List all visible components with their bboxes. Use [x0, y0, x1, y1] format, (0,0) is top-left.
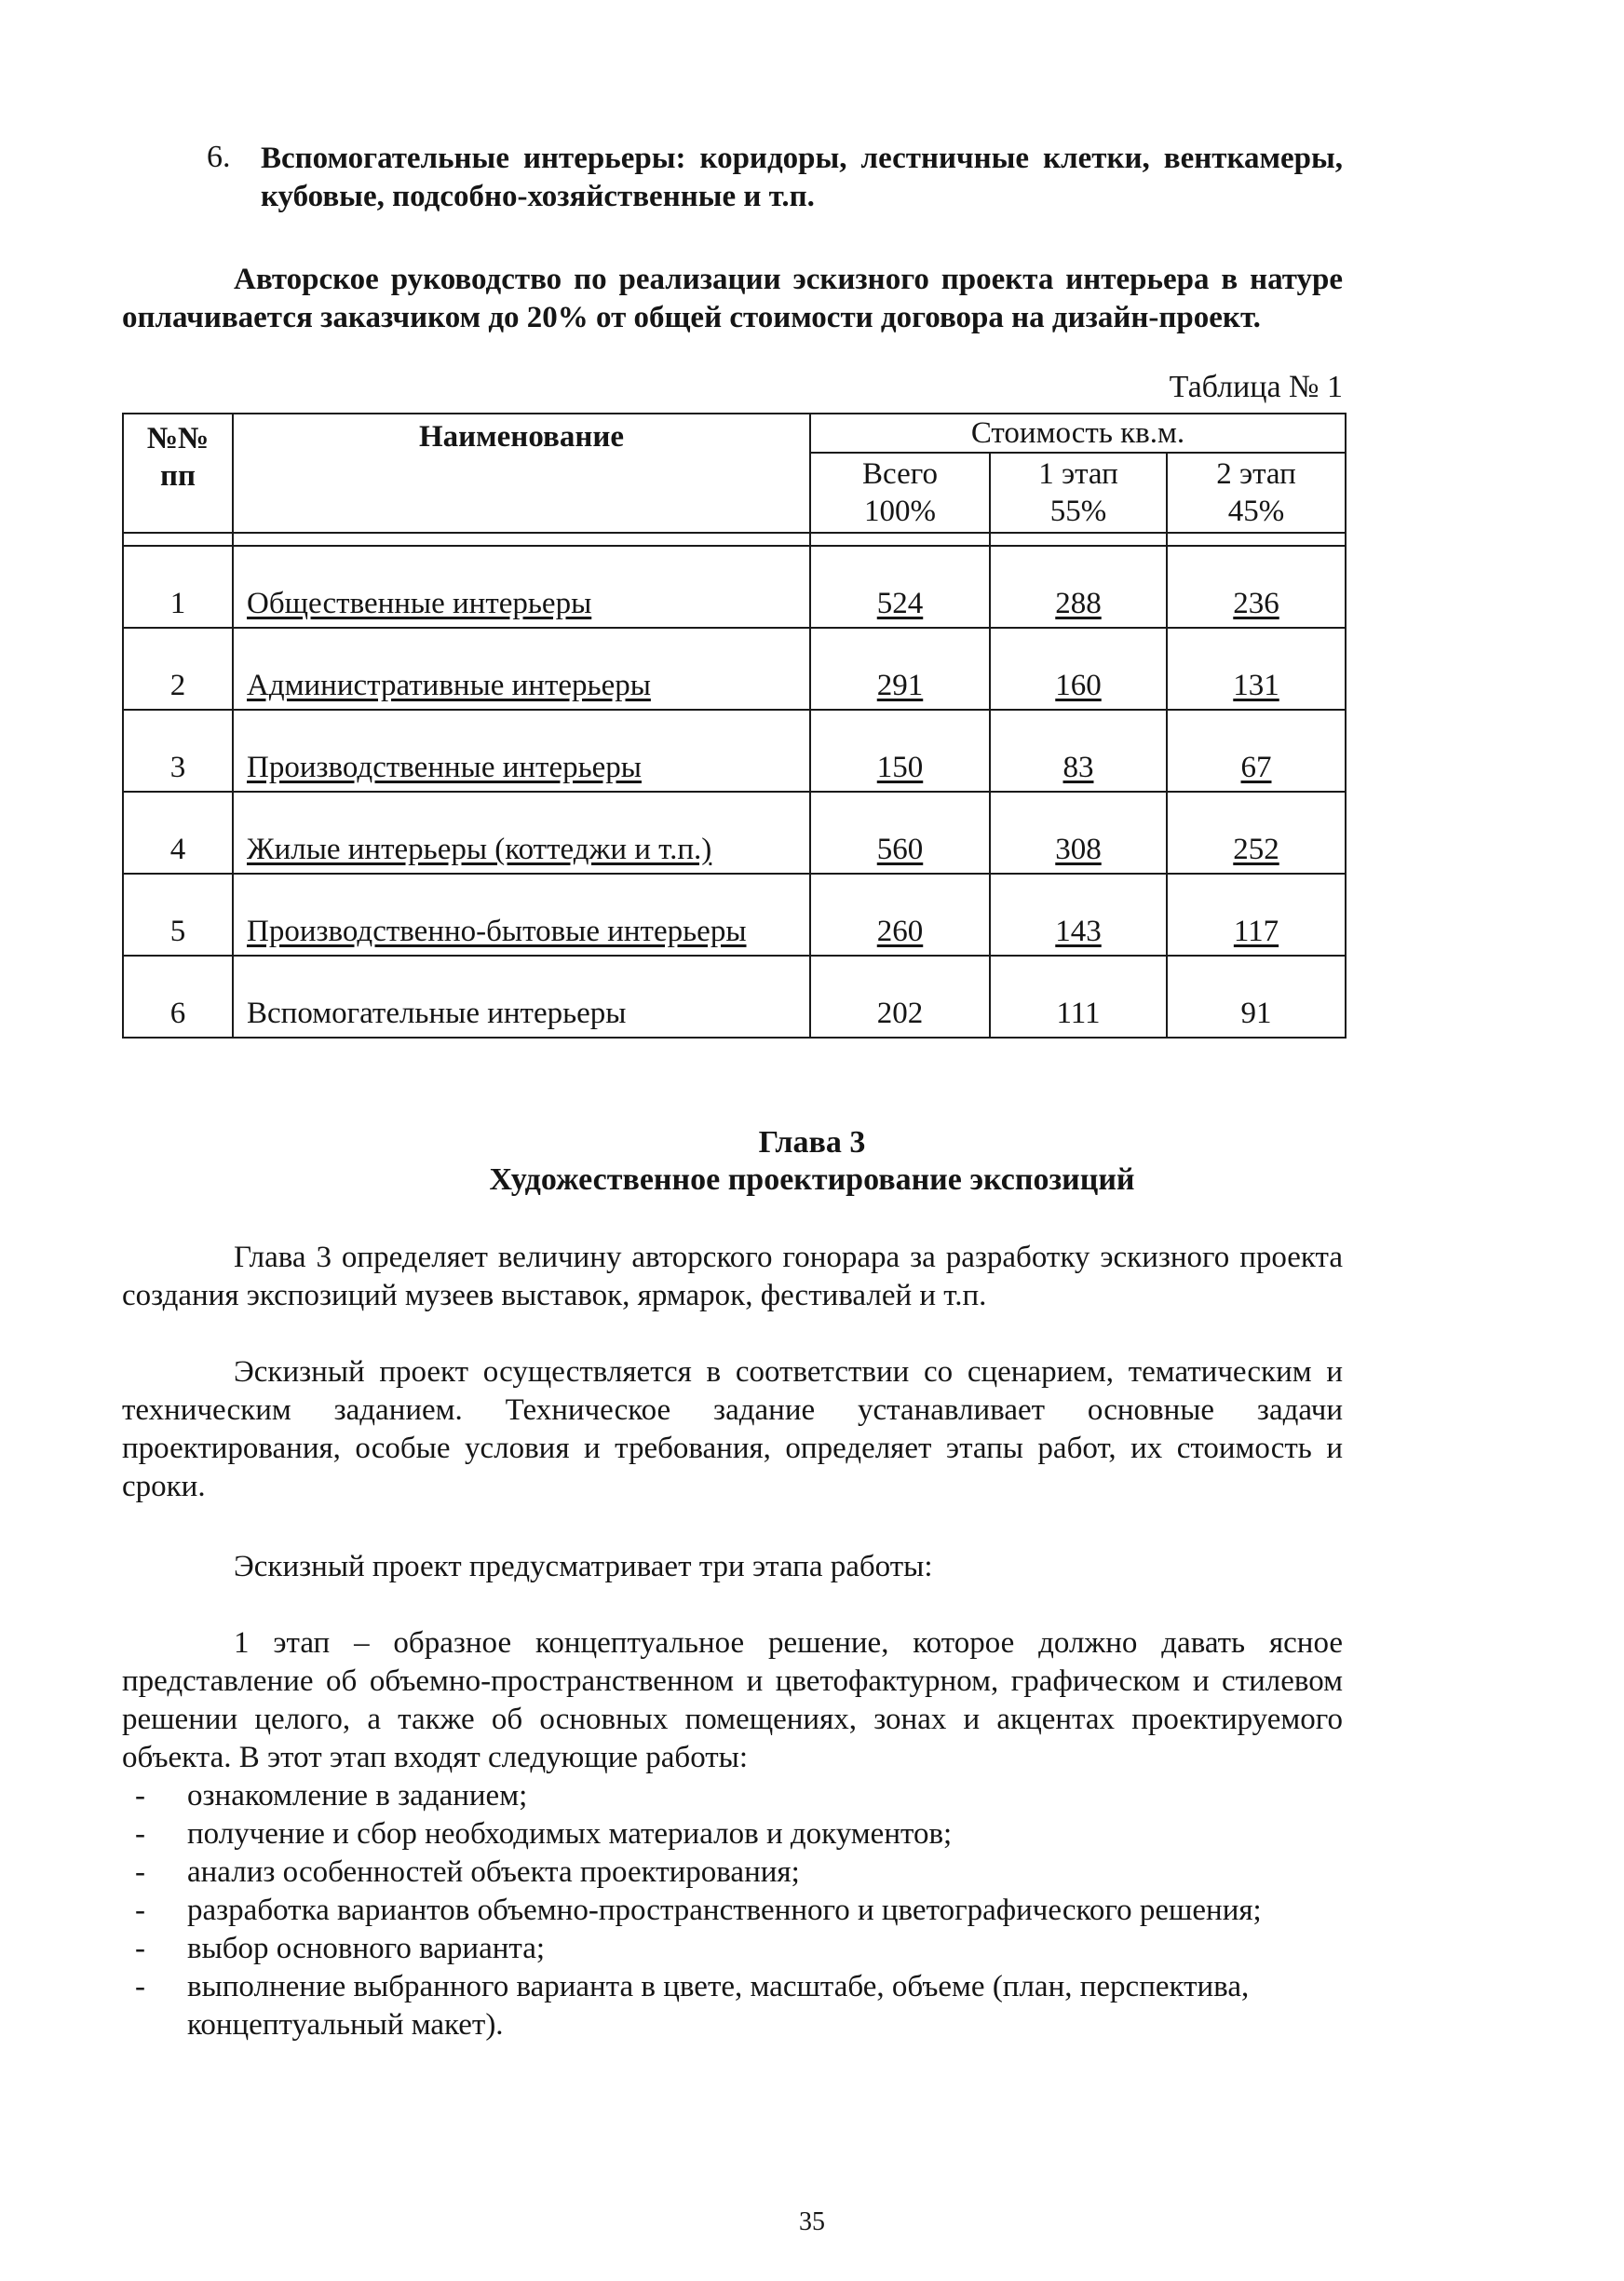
- paragraph-2: Эскизный проект осуществляется в соответствии со сценарием, тематическим и техническим заданием. Техническое задание устанавливает основные задачи проектирования, особые условия и требования, определяет этапы работ, их стоимость и сроки.: [122, 1355, 1343, 1503]
- header-total-line1: Всего: [862, 457, 938, 491]
- list-dash: -: [135, 1855, 145, 1889]
- row-total: 202: [810, 956, 990, 1038]
- row-total: 291: [810, 628, 990, 710]
- list-item: [122, 1853, 1343, 1892]
- list-item-text: анализ особенностей объекта проектирования;: [187, 1855, 800, 1889]
- row-stage1: 308: [990, 792, 1167, 874]
- list-item-text: Вспомогательные интерьеры: коридоры, лестничные клетки, венткамеры, кубовые, подсобно-хозяйственные и т.п.: [261, 142, 1343, 213]
- table-row: [123, 956, 1346, 1038]
- header-stage1-line2: 55%: [1049, 495, 1107, 528]
- list-dash: -: [135, 1970, 145, 2003]
- row-stage1: 83: [990, 710, 1167, 792]
- row-name: Общественные интерьеры: [233, 546, 810, 628]
- row-number: 6: [123, 956, 233, 1038]
- row-stage2: 131: [1167, 628, 1346, 710]
- list-item-text: получение и сбор необходимых материалов и документов;: [187, 1817, 953, 1851]
- row-stage2: 91: [1167, 956, 1346, 1038]
- header-total-cell: [810, 453, 990, 533]
- row-stage2: 252: [1167, 792, 1346, 874]
- table-row: [123, 874, 1346, 956]
- row-number: 5: [123, 874, 233, 956]
- table-row: [123, 546, 1346, 628]
- row-stage2: 117: [1167, 874, 1346, 956]
- row-stage1: 160: [990, 628, 1167, 710]
- row-name: Административные интерьеры: [233, 628, 810, 710]
- header-stage2-line1: 2 этап: [1216, 457, 1296, 491]
- table-row: [123, 792, 1346, 874]
- table-row: [123, 628, 1346, 710]
- paragraph-3: Эскизный проект предусматривает три этапа работы:: [234, 1550, 933, 1583]
- row-name: Производственно-бытовые интерьеры: [233, 874, 810, 956]
- list-item: [122, 1777, 1343, 1815]
- row-total: 260: [810, 874, 990, 956]
- header-number-cell: [123, 414, 233, 533]
- list-item: [122, 1815, 1343, 1853]
- list-item-text: ознакомление в заданием;: [187, 1779, 528, 1813]
- row-stage1: 143: [990, 874, 1167, 956]
- list-item-text: выбор основного варианта;: [187, 1932, 546, 1965]
- list-dash: -: [135, 1932, 145, 1965]
- row-name: Вспомогательные интерьеры: [233, 956, 810, 1038]
- row-number: 3: [123, 710, 233, 792]
- list-item: [122, 1968, 1343, 2044]
- header-stage1-cell: [990, 453, 1167, 533]
- row-number: 1: [123, 546, 233, 628]
- header-name-cell: Наименование: [233, 414, 810, 533]
- table-header-row-1: [123, 414, 1346, 453]
- row-total: 524: [810, 546, 990, 628]
- list-item-number: 6.: [207, 140, 231, 174]
- list-item: [122, 1930, 1343, 1968]
- table-spacer-row: [123, 533, 1346, 546]
- list-dash: -: [135, 1894, 145, 1927]
- row-name: Жилые интерьеры (коттеджи и т.п.): [233, 792, 810, 874]
- row-stage2: 236: [1167, 546, 1346, 628]
- list-dash: -: [135, 1779, 145, 1813]
- row-number: 4: [123, 792, 233, 874]
- cost-table: [122, 413, 1347, 1039]
- header-number-line2: пп: [159, 459, 196, 493]
- row-stage1: 288: [990, 546, 1167, 628]
- table-row: [123, 710, 1346, 792]
- row-total: 560: [810, 792, 990, 874]
- header-stage1-line1: 1 этап: [1038, 457, 1118, 491]
- row-stage1: 111: [990, 956, 1167, 1038]
- header-stage2-line2: 45%: [1227, 495, 1285, 528]
- page-number: 35: [799, 2207, 825, 2236]
- row-number: 2: [123, 628, 233, 710]
- list-item-text: выполнение выбранного варианта в цвете, масштабе, объеме (план, перспектива, концептуальный макет).: [187, 1970, 1250, 2042]
- list-item: [122, 1892, 1343, 1930]
- header-total-line2: 100%: [864, 495, 936, 528]
- row-stage2: 67: [1167, 710, 1346, 792]
- chapter-title: Глава 3: [758, 1125, 866, 1160]
- row-name: Производственные интерьеры: [233, 710, 810, 792]
- intro-paragraph: Авторское руководство по реализации эскизного проекта интерьера в натуре оплачивается заказчиком до 20% от общей стоимости договора на дизайн-проект.: [122, 263, 1343, 334]
- header-stage2-cell: [1167, 453, 1346, 533]
- paragraph-1: Глава 3 определяет величину авторского гонорара за разработку эскизного проекта создания экспозиций музеев выставок, ярмарок, фестивалей и т.п.: [122, 1241, 1343, 1312]
- table-caption: Таблица № 1: [1169, 370, 1343, 404]
- work-list: [122, 1777, 1343, 2044]
- chapter-subtitle: Художественное проектирование экспозиций: [489, 1162, 1135, 1197]
- list-item-text: разработка вариантов объемно-пространственного и цветографического решения;: [187, 1894, 1262, 1927]
- paragraph-4: 1 этап – образное концептуальное решение, которое должно давать ясное представление об объемно-пространственном и цветофактурном, графическом и стилевом решении целого, а также об основных помещениях, зонах и акцентах проектируемого объекта. В этот этап входят следующие работы:: [122, 1626, 1343, 1774]
- header-cost-group: Стоимость кв.м.: [810, 414, 1346, 453]
- list-dash: -: [135, 1817, 145, 1851]
- header-number-line1: №№: [146, 422, 210, 455]
- row-total: 150: [810, 710, 990, 792]
